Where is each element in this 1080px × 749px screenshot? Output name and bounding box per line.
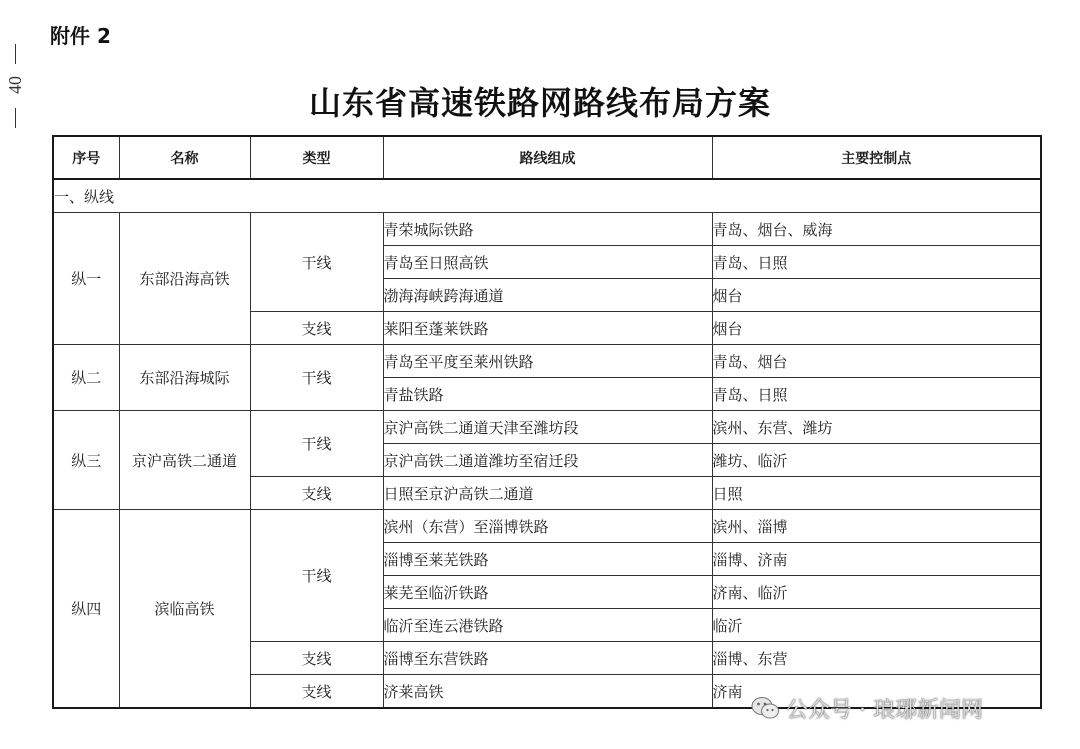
control-points-cell: 青岛、日照 bbox=[712, 246, 1041, 279]
seq-cell: 纵四 bbox=[53, 510, 119, 709]
name-cell: 东部沿海城际 bbox=[119, 345, 250, 411]
header-route: 路线组成 bbox=[383, 136, 712, 179]
control-points-cell: 济南 bbox=[712, 675, 1041, 709]
route-cell: 临沂至连云港铁路 bbox=[383, 609, 712, 642]
route-cell: 青岛至日照高铁 bbox=[383, 246, 712, 279]
section-row bbox=[53, 179, 1041, 213]
control-points-cell: 潍坊、临沂 bbox=[712, 444, 1041, 477]
attachment-label: 附件 2 bbox=[50, 24, 111, 48]
control-points-cell: 青岛、烟台 bbox=[712, 345, 1041, 378]
name-cell: 东部沿海高铁 bbox=[119, 213, 250, 345]
route-cell: 京沪高铁二通道天津至潍坊段 bbox=[383, 411, 712, 444]
control-points-cell: 烟台 bbox=[712, 312, 1041, 345]
control-points-cell: 青岛、烟台、威海 bbox=[712, 213, 1041, 246]
seq-cell: 纵一 bbox=[53, 213, 119, 345]
type-cell: 支线 bbox=[250, 477, 383, 510]
route-cell: 京沪高铁二通道潍坊至宿迁段 bbox=[383, 444, 712, 477]
document-title: 山东省高速铁路网路线布局方案 bbox=[308, 84, 771, 122]
watermark-text: 公众号 · 琅琊新闻网 bbox=[786, 697, 983, 723]
route-cell: 济莱高铁 bbox=[383, 675, 712, 709]
type-cell: 支线 bbox=[250, 642, 383, 675]
route-cell: 青盐铁路 bbox=[383, 378, 712, 411]
header-name: 名称 bbox=[119, 136, 250, 179]
header-control-points: 主要控制点 bbox=[712, 136, 1041, 179]
route-layout-table bbox=[52, 135, 1042, 709]
header-type: 类型 bbox=[250, 136, 383, 179]
header-seq: 序号 bbox=[53, 136, 119, 179]
control-points-cell: 淄博、东营 bbox=[712, 642, 1041, 675]
type-cell: 干线 bbox=[250, 411, 383, 477]
route-cell: 日照至京沪高铁二通道 bbox=[383, 477, 712, 510]
table-row bbox=[53, 510, 1041, 543]
route-cell: 滨州（东营）至淄博铁路 bbox=[383, 510, 712, 543]
seq-cell: 纵二 bbox=[53, 345, 119, 411]
type-cell: 干线 bbox=[250, 345, 383, 411]
control-points-cell: 济南、临沂 bbox=[712, 576, 1041, 609]
name-cell: 京沪高铁二通道 bbox=[119, 411, 250, 510]
table-row bbox=[53, 411, 1041, 444]
watermark bbox=[750, 693, 983, 723]
route-cell: 莱阳至蓬莱铁路 bbox=[383, 312, 712, 345]
route-cell: 莱芜至临沂铁路 bbox=[383, 576, 712, 609]
control-points-cell: 滨州、淄博 bbox=[712, 510, 1041, 543]
control-points-cell: 日照 bbox=[712, 477, 1041, 510]
wechat-icon bbox=[750, 695, 780, 721]
page-number-bar-top bbox=[15, 44, 16, 64]
page-number: 40 bbox=[4, 76, 25, 94]
type-cell: 干线 bbox=[250, 510, 383, 642]
name-cell: 滨临高铁 bbox=[119, 510, 250, 709]
route-cell: 淄博至莱芜铁路 bbox=[383, 543, 712, 576]
route-cell: 青岛至平度至莱州铁路 bbox=[383, 345, 712, 378]
control-points-cell: 滨州、东营、潍坊 bbox=[712, 411, 1041, 444]
type-cell: 支线 bbox=[250, 675, 383, 709]
route-cell: 淄博至东营铁路 bbox=[383, 642, 712, 675]
table-row bbox=[53, 345, 1041, 378]
type-cell: 干线 bbox=[250, 213, 383, 312]
type-cell: 支线 bbox=[250, 312, 383, 345]
control-points-cell: 烟台 bbox=[712, 279, 1041, 312]
control-points-cell: 淄博、济南 bbox=[712, 543, 1041, 576]
table-row bbox=[53, 213, 1041, 246]
route-cell: 青荣城际铁路 bbox=[383, 213, 712, 246]
control-points-cell: 青岛、日照 bbox=[712, 378, 1041, 411]
section-label: 一、纵线 bbox=[53, 179, 1041, 213]
table-header-row bbox=[53, 136, 1041, 179]
control-points-cell: 临沂 bbox=[712, 609, 1041, 642]
seq-cell: 纵三 bbox=[53, 411, 119, 510]
route-cell: 渤海海峡跨海通道 bbox=[383, 279, 712, 312]
